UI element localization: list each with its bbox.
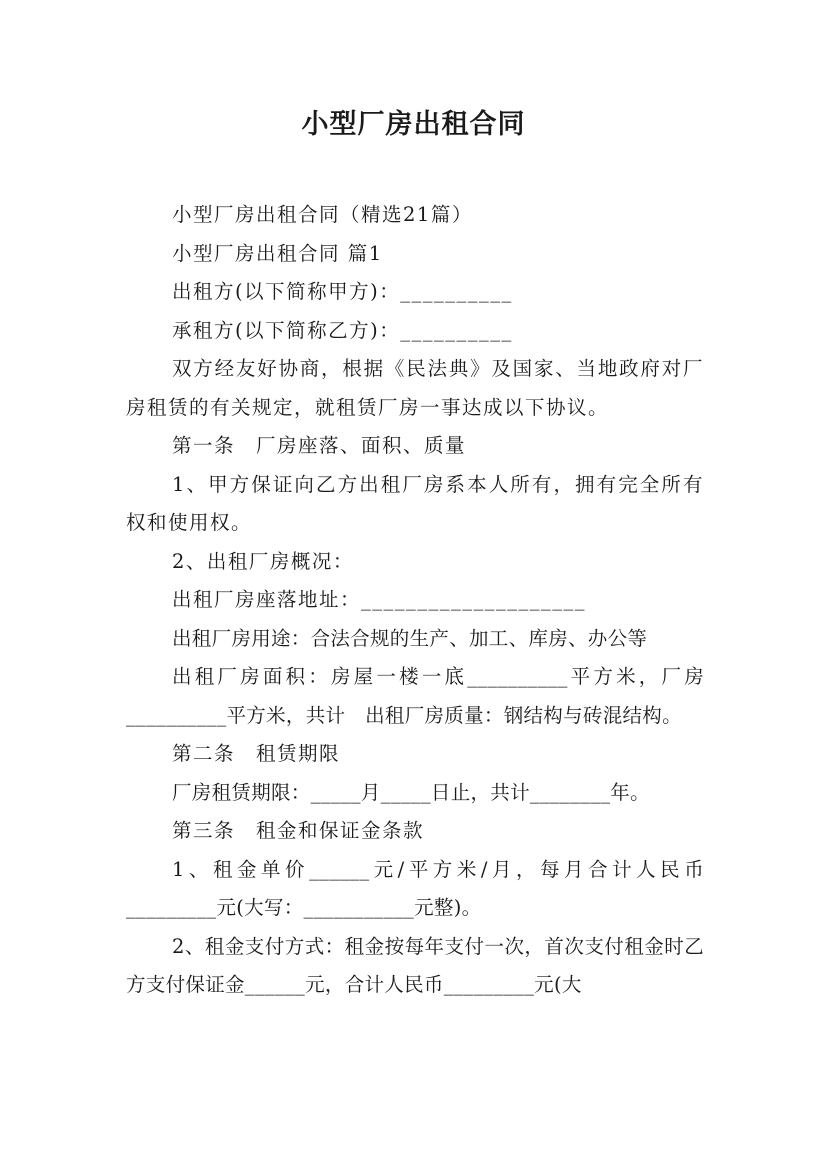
article-heading-3: 第三条 租金和保证金条款 — [172, 819, 425, 842]
article-heading-1: 第一条 厂房座落、面积、质量 — [172, 434, 467, 457]
article-heading-2: 第二条 租赁期限 — [172, 742, 341, 765]
document-title: 小型厂房出租合同 — [301, 109, 526, 140]
paragraph-preamble: 双方经友好协商，根据《民法典》及国家、当地政府对厂房租赁的有关规定，就租赁厂房一事达成以下协议。 — [126, 357, 704, 419]
paragraph-lessee: 承租方(以下简称乙方)：__________ — [172, 318, 513, 342]
paragraph-address: 出租厂房座落地址：____________________ — [172, 588, 587, 611]
paragraph-rent-price: 1、租金单价______元/平方米/月，每月合计人民币_________元(大写：___________元整)。 — [126, 857, 704, 919]
paragraph-area-quality: 出租厂房面积：房屋一楼一底__________平方米，厂房__________平方米，共计 出租厂房质量：钢结构与砖混结构。 — [126, 665, 704, 727]
paragraph-subtitle: 小型厂房出租合同（精选21篇） — [172, 203, 473, 226]
paragraph-ownership: 1、甲方保证向乙方出租厂房系本人所有，拥有完全所有权和使用权。 — [126, 472, 704, 534]
paragraph-chapter-heading: 小型厂房出租合同 篇1 — [172, 241, 383, 265]
paragraph-overview: 2、出租厂房概况： — [172, 549, 354, 573]
document-body — [126, 196, 704, 1005]
paragraph-usage: 出租厂房用途：合法合规的生产、加工、库房、办公等 — [172, 626, 648, 650]
paragraph-lessor: 出租方(以下简称甲方)：__________ — [172, 280, 513, 303]
paragraph-term: 厂房租赁期限：_____月_____日止，共计________年。 — [172, 780, 650, 804]
paragraph-payment-method: 2、租金支付方式：租金按每年支付一次，首次支付租金时乙方支付保证金______元，合计人民币_________元(大 — [126, 934, 704, 996]
